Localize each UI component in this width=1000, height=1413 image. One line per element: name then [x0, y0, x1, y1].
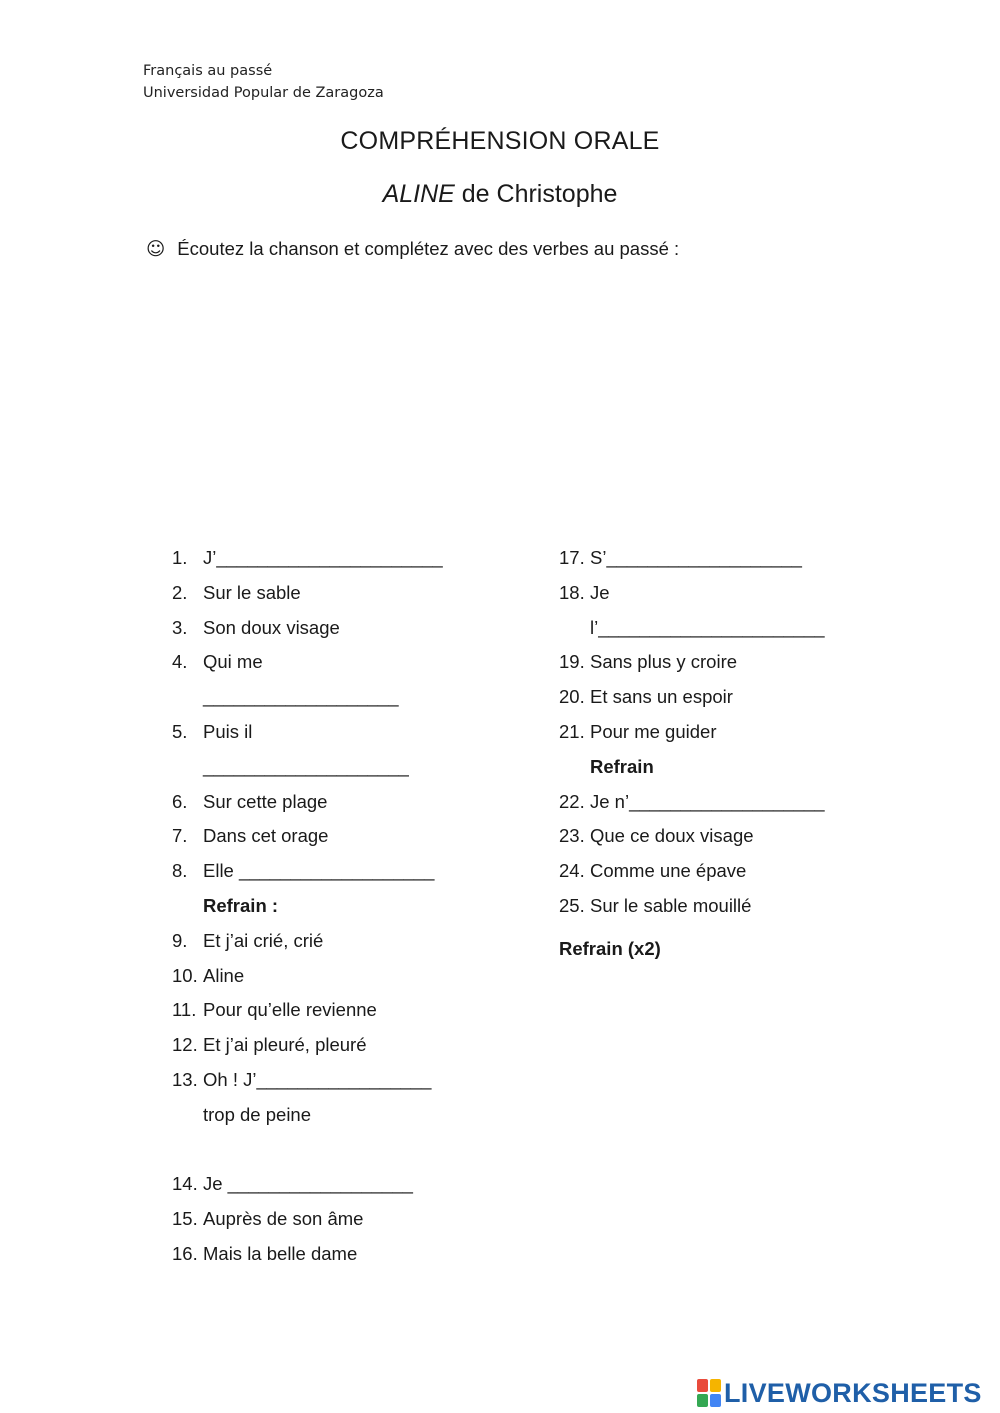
logo-tile	[697, 1379, 708, 1392]
lyric-line	[172, 889, 502, 924]
lyric-line	[559, 854, 859, 889]
course-name: Français au passé	[143, 63, 273, 79]
lyric-line	[559, 889, 859, 924]
lyric-text: Et j’ai pleuré, pleuré	[203, 1034, 367, 1056]
lyric-line	[559, 715, 859, 750]
line-number: 24.	[559, 860, 585, 882]
lyric-text: Je __________________	[203, 1173, 413, 1195]
lyric-text: S’___________________	[590, 547, 802, 568]
lyric-text: Son doux visage	[203, 616, 340, 638]
lyric-line	[172, 645, 502, 680]
lyric-text: Aline	[203, 964, 245, 986]
line-number: 5.	[172, 720, 188, 742]
lyric-line	[172, 611, 502, 646]
lyric-line	[172, 785, 502, 820]
lyric-text: Elle ___________________	[203, 860, 435, 882]
institution-name: Universidad Popular de Zaragoza	[143, 85, 384, 101]
line-number: 20.	[559, 686, 585, 708]
lyric-text: Sur le sable mouillé	[590, 894, 752, 916]
lyric-line	[172, 1063, 502, 1098]
lyric-text: Mais la belle dame	[203, 1242, 358, 1264]
lyric-text: Comme une épave	[590, 860, 747, 882]
lyric-line	[172, 680, 502, 715]
lyric-text: l’______________________	[590, 616, 825, 638]
line-number: 18.	[559, 581, 585, 603]
line-number: 6.	[172, 790, 188, 812]
lyric-text: ____________________	[203, 755, 409, 777]
lyric-line	[172, 819, 502, 854]
line-number: 3.	[172, 616, 188, 638]
lyric-text: Qui me	[203, 651, 263, 673]
lyric-text: Puis il	[203, 720, 253, 742]
lyric-text: Oh ! J’_________________	[203, 1068, 432, 1090]
line-number: 12.	[172, 1034, 198, 1056]
lyric-line	[172, 750, 502, 785]
line-number: 17.	[559, 547, 585, 568]
refrain-heading: Refrain	[590, 755, 654, 777]
lyric-line	[559, 750, 859, 785]
lyric-text: J’______________________	[203, 547, 443, 568]
lyric-line	[172, 924, 502, 959]
lyric-line	[172, 1028, 502, 1063]
line-number: 13.	[172, 1068, 198, 1090]
document-header	[143, 60, 384, 104]
line-number: 23.	[559, 825, 585, 847]
line-number: 15.	[172, 1208, 198, 1230]
lyric-line	[172, 1202, 502, 1237]
lyric-text: trop de peine	[203, 1103, 312, 1125]
line-number: 19.	[559, 651, 585, 673]
lyric-line	[559, 645, 859, 680]
line-number: 21.	[559, 720, 585, 742]
song-artist: de Christophe	[454, 180, 618, 208]
lyric-line	[172, 1167, 502, 1202]
line-number: 7.	[172, 825, 188, 847]
final-refrain: Refrain (x2)	[559, 937, 661, 959]
refrain-heading: Refrain :	[203, 894, 279, 916]
lyric-text: Que ce doux visage	[590, 825, 754, 847]
lyric-line	[559, 576, 859, 611]
lyric-line	[172, 715, 502, 750]
lyric-line	[172, 1237, 502, 1272]
smiley-icon: ☺	[146, 239, 166, 260]
lyric-text: ___________________	[203, 686, 399, 708]
lyric-line	[172, 576, 502, 611]
lyric-line	[172, 541, 502, 576]
song-title: ALINE	[382, 180, 455, 208]
logo-icon	[697, 1379, 721, 1407]
logo-tile	[697, 1394, 708, 1407]
lyric-text: Pour me guider	[590, 720, 717, 742]
line-number: 25.	[559, 894, 585, 916]
liveworksheets-logo	[697, 1377, 982, 1409]
song-subtitle	[0, 180, 1000, 209]
lyric-text: Et j’ai crié, crié	[203, 929, 324, 951]
line-number: 1.	[172, 547, 188, 568]
lyric-line	[559, 680, 859, 715]
lyric-line	[559, 611, 859, 646]
lyric-line	[559, 541, 859, 576]
instruction	[146, 238, 679, 260]
line-number: 8.	[172, 860, 188, 882]
line-number: 9.	[172, 929, 188, 951]
line-number: 10.	[172, 964, 198, 986]
line-number: 16.	[172, 1242, 198, 1264]
lyric-text: Auprès de son âme	[203, 1208, 364, 1230]
lyric-text: Je n’___________________	[590, 790, 825, 812]
logo-tile	[710, 1379, 721, 1392]
line-number: 22.	[559, 790, 585, 812]
lyric-line	[172, 854, 502, 889]
lyric-text: Sur cette plage	[203, 790, 328, 812]
page-title: COMPRÉHENSION ORALE	[340, 127, 660, 155]
line-number: 14.	[172, 1173, 198, 1195]
instruction-text: Écoutez la chanson et complétez avec des verbes au passé :	[177, 238, 680, 259]
line-number: 2.	[172, 581, 188, 603]
line-number: 4.	[172, 651, 188, 673]
lyric-line	[172, 993, 502, 1028]
lyric-line	[172, 959, 502, 994]
lyric-text: Je	[590, 581, 610, 603]
line-number: 11.	[172, 999, 197, 1021]
lyric-line	[172, 1133, 502, 1168]
lyric-text: Pour qu’elle revienne	[203, 999, 377, 1021]
lyric-text: Dans cet orage	[203, 825, 329, 847]
lyric-line	[559, 819, 859, 854]
lyric-text: Sans plus y croire	[590, 651, 738, 673]
logo-tile	[710, 1394, 721, 1407]
lyrics-column-right	[559, 541, 859, 966]
lyric-text: Et sans un espoir	[590, 686, 733, 708]
lyrics-column-left	[172, 541, 502, 1272]
brand-name: LIVEWORKSHEETS	[724, 1377, 982, 1408]
lyric-text: Sur le sable	[203, 581, 301, 603]
lyric-line	[559, 785, 859, 820]
lyric-line	[172, 1098, 502, 1133]
